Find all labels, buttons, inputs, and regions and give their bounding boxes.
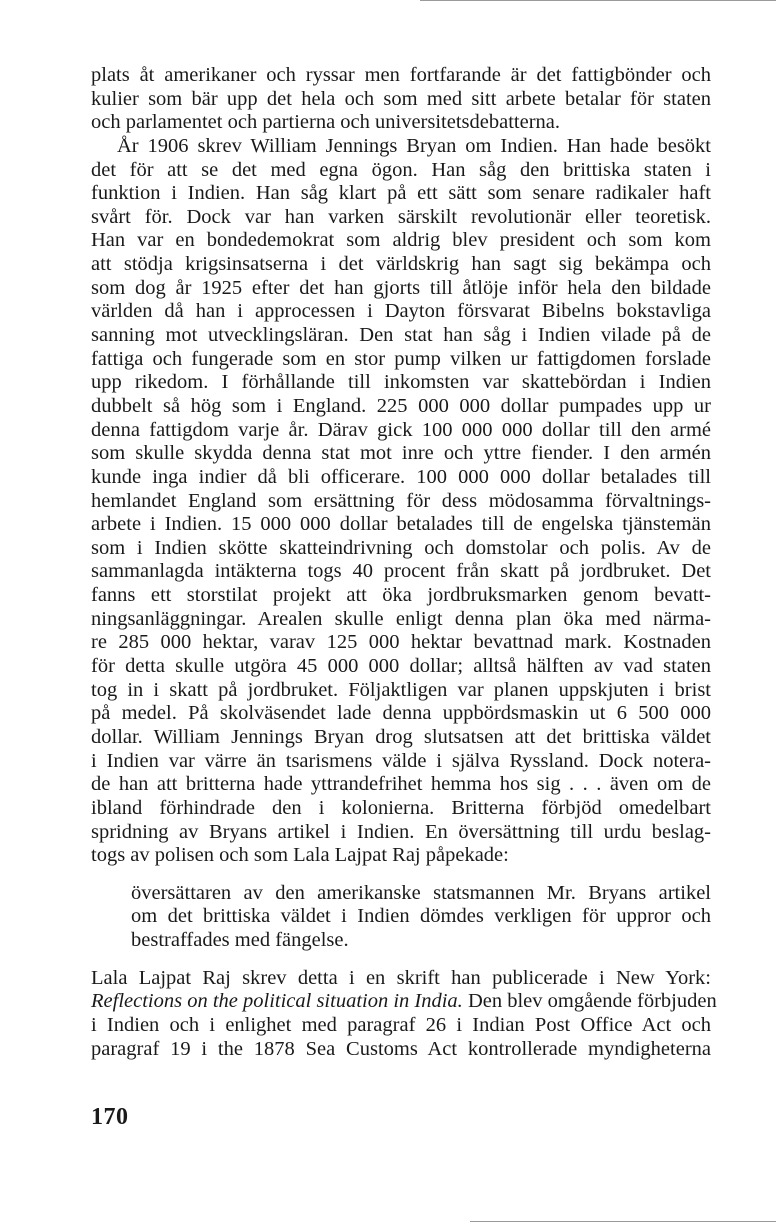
text-line: översättaren av den amerikanske statsmannen Mr. Bryans artikel: [131, 881, 711, 904]
text-line: upp rikedom. I förhållande till inkomsten var skattebördan i Indien: [91, 371, 711, 394]
text-line: om det brittiska väldet i Indien dömdes verkligen för uppror och: [131, 905, 711, 928]
text-line: tog in i skatt på jordbruket. Följaktligen var planen uppskjuten i brist: [91, 678, 711, 701]
text-line: på medel. På skolväsendet lade denna uppbördsmaskin ut 6 500 000: [91, 702, 711, 725]
text-line: ningsanläggningar. Arealen skulle enligt denna plan öka med närma-: [91, 607, 711, 630]
text-line: funktion i Indien. Han såg klart på ett sätt som senare radikaler haft: [91, 182, 711, 205]
text-line: togs av polisen och som Lala Lajpat Raj påpekade:: [91, 844, 509, 867]
text-line: fanns ett storstilat projekt att öka jordbruksmarken genom bevatt-: [91, 584, 711, 607]
text-line: re 285 000 hektar, varav 125 000 hektar bevattnad mark. Kostnaden: [91, 631, 711, 654]
text-line: världen då han i approcessen i Dayton försvarat Bibelns bokstavliga: [91, 300, 711, 323]
book-title: Reflections on the political situation in India.: [91, 990, 463, 1013]
text-line: År 1906 skrev William Jennings Bryan om Indien. Han hade besökt: [117, 134, 711, 157]
text-line: dollar. William Jennings Bryan drog slutsatsen att det brittiska väldet: [91, 725, 711, 748]
top-edge-rule: [420, 0, 776, 1]
text-line: i Indien var värre än tsarismens välde i själva Ryssland. Dock notera-: [91, 749, 711, 772]
bottom-edge-rule: [470, 1221, 776, 1222]
text-line: spridning av Bryans artikel i Indien. En översättning till urdu beslag-: [91, 820, 711, 843]
text-line: sanning mot utvecklingsläran. Den stat han såg i Indien vilade på de: [91, 324, 711, 347]
text-line: svårt för. Dock var han varken särskilt revolutionär eller teoretisk.: [91, 205, 711, 228]
text-line: kulier som bär upp det hela och som med sitt arbete betalar för staten: [91, 87, 711, 110]
text-line: och parlamentet och partierna och universitetsdebatterna.: [91, 111, 561, 134]
text-line-with-title: [91, 990, 717, 1014]
text-line: som dog år 1925 efter det han gjorts till åtlöje inför hela den bildade: [91, 276, 711, 299]
text-line: hemlandet England som ersättning för dess mödosamma förvaltnings-: [91, 489, 711, 512]
text-line: att stödja krigsinsatserna i det världskrig han sagt sig bekämpa och: [91, 253, 711, 276]
page-number: 170: [91, 1104, 129, 1130]
paragraph-2: [91, 135, 711, 868]
text-line: arbete i Indien. 15 000 000 dollar betalades till de engelska tjänstemän: [91, 513, 711, 536]
text-line: för detta skulle utgöra 45 000 000 dollar; alltså hälften av vad staten: [91, 655, 711, 678]
text-line: dubbelt så hög som i England. 225 000 000 dollar pumpades upp ur: [91, 394, 711, 417]
text-line: som i Indien skötte skatteindrivning och domstolar och polis. Av de: [91, 536, 711, 559]
text-line: det för att se det med egna ögon. Han såg den brittiska staten i: [91, 158, 711, 181]
text-fragment: Den blev omgående förbjuden: [462, 990, 717, 1013]
text-line: kunde inga indier då bli officerare. 100 000 000 dollar betalades till: [91, 465, 711, 488]
text-line: ibland förhindrade den i kolonierna. Britterna förbjöd omedelbart: [91, 796, 711, 819]
text-line: Lala Lajpat Raj skrev detta i en skrift han publicerade i New York:: [91, 966, 711, 989]
text-line: fattiga och fungerade som en stor pump vilken ur fattigdomen forslade: [91, 347, 711, 370]
text-line: Han var en bondedemokrat som aldrig blev president och som kom: [91, 229, 711, 252]
paragraph-3: [91, 966, 717, 1062]
text-line: i Indien och i enlighet med paragraf 26 i Indian Post Office Act och: [91, 1013, 711, 1036]
text-line: sammanlagda intäkterna togs 40 procent från skatt på jordbruket. Det: [91, 560, 711, 583]
text-line: paragraf 19 i the 1878 Sea Customs Act kontrollerade myndigheterna: [91, 1037, 711, 1060]
paragraph-1: [91, 64, 711, 135]
text-line: som skulle skydda denna stat mot inre och yttre fiender. I den armén: [91, 442, 711, 465]
text-line: plats åt amerikaner och ryssar men fortfarande är det fattigbönder och: [91, 64, 711, 86]
text-line: bestraffades med fängelse.: [131, 929, 349, 952]
text-line: de han att britterna hade yttrandefrihet hemma hos sig . . . även om de: [91, 773, 711, 796]
text-line: denna fattigdom varje år. Därav gick 100 000 000 dollar till den armé: [91, 418, 711, 441]
block-quote: [91, 882, 711, 953]
book-page-text: [91, 64, 717, 1061]
